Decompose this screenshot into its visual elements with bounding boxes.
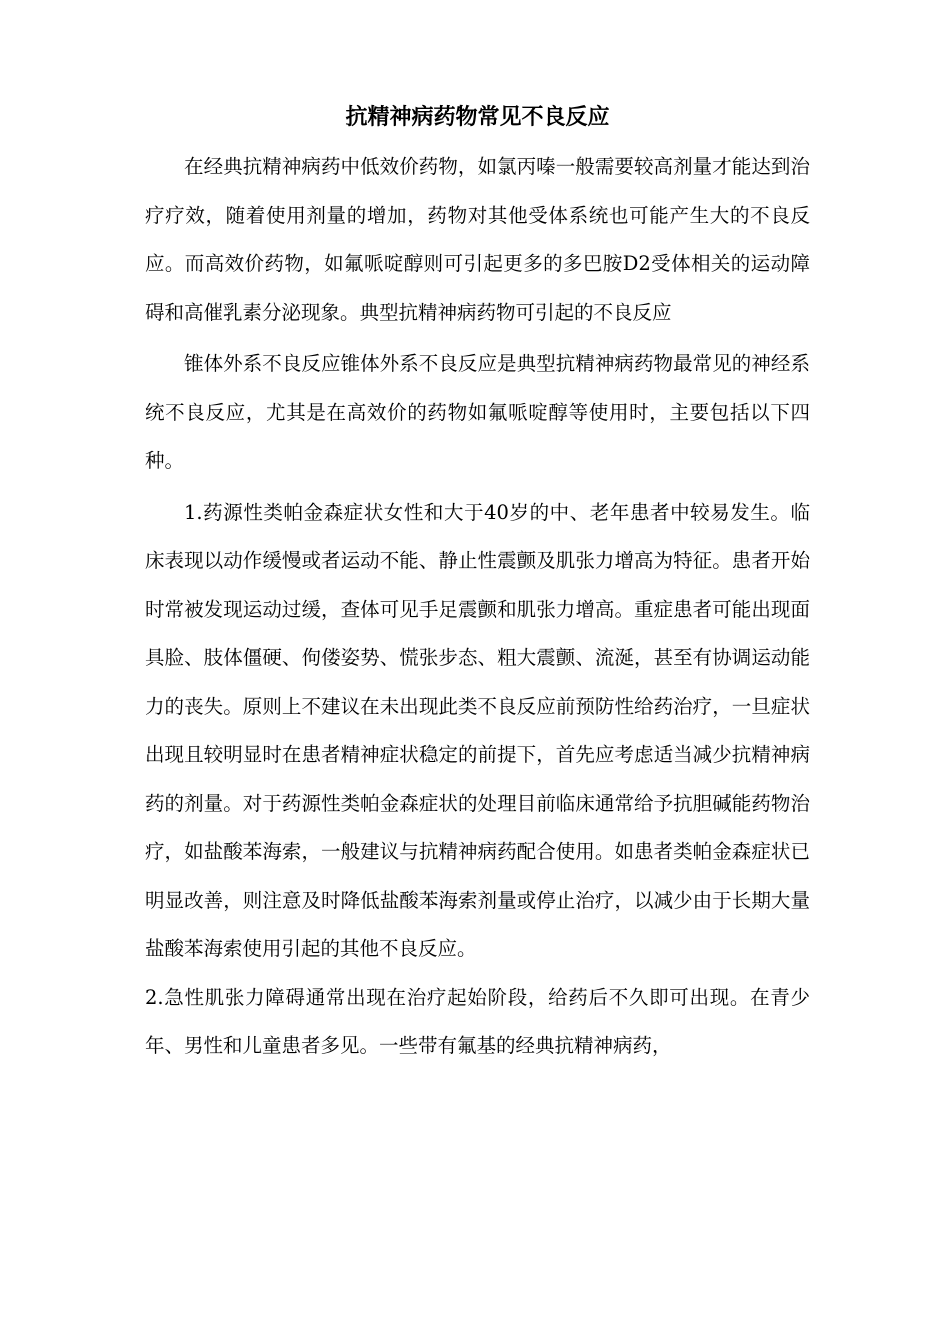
document-body (145, 96, 810, 1071)
document-title: 抗精神病药物常见不良反应 (345, 105, 610, 130)
paragraph-intro: 在经典抗精神病药中低效价药物，如氯丙嗪一般需要较高剂量才能达到治疗疗效，随着使用剂量的增加，药物对其他受体系统也可能产生大的不良反应。而高效价药物，如氟哌啶醇则可引起更多的多巴胺D2受体相关的运动障碍和高催乳素分泌现象。典型抗精神病药物可引起的不良反应 (145, 155, 810, 324)
paragraph-acute-dystonia: 2.急性肌张力障碍通常出现在治疗起始阶段，给药后不久即可出现。在青少年、男性和儿童患者多见。一些带有氟基的经典抗精神病药， (145, 985, 810, 1057)
paragraph-parkinsonism: 1.药源性类帕金森症状女性和大于40岁的中、老年患者中较易发生。临床表现以动作缓慢或者运动不能、静止性震颤及肌张力增高为特征。患者开始时常被发现运动过缓，查体可见手足震颤和肌张力增高。重症患者可能出现面具脸、肢体僵硬、佝偻姿势、慌张步态、粗大震颤、流涎，甚至有协调运动能力的丧失。原则上不建议在未出现此类不良反应前预防性给药治疗，一旦症状出现且较明显时在患者精神症状稳定的前提下，首先应考虑适当减少抗精神病药的剂量。对于药源性类帕金森症状的处理目前临床通常给予抗胆碱能药物治疗，如盐酸苯海索，一般建议与抗精神病药配合使用。如患者类帕金森症状已明显改善，则注意及时降低盐酸苯海索剂量或停止治疗，以减少由于长期大量盐酸苯海索使用引起的其他不良反应。 (145, 500, 810, 960)
paragraph-extrapyramidal: 锥体外系不良反应锥体外系不良反应是典型抗精神病药物最常见的神经系统不良反应，尤其是在高效价的药物如氟哌啶醇等使用时，主要包括以下四种。 (145, 352, 810, 472)
